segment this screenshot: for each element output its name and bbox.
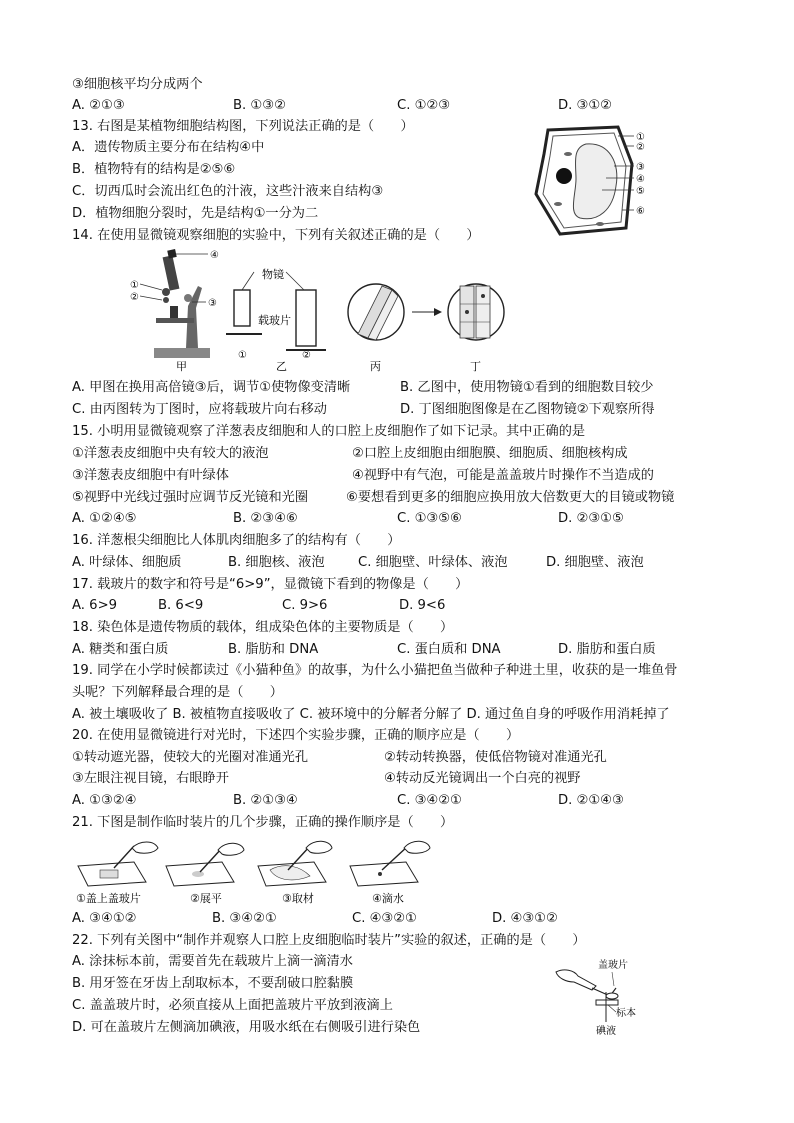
q20-option-a: A. ①③②④	[72, 793, 137, 808]
slide-steps-figure	[74, 836, 444, 906]
cell-label-2: ②	[636, 142, 645, 153]
q22-option-a: A. 涂抹标本前，需要首先在载玻片上滴一滴清水	[72, 954, 353, 969]
step-label-3: ③取材	[282, 892, 314, 905]
cell-label-6: ⑥	[636, 206, 645, 217]
q14-option-d: D. 丁图细胞图像是在乙图物镜②下观察所得	[400, 402, 655, 417]
q22-stem: 22. 下列有关图中“制作并观察人口腔上皮细胞临时装片”实验的叙述，正确的是（ ）	[72, 933, 586, 948]
q17-option-b: B. 6<9	[158, 598, 204, 613]
fig-label-ding: 丁	[470, 360, 481, 373]
q22-option-d: D. 可在盖玻片左侧滴加碘液，用吸水纸在右侧吸引进行染色	[72, 1020, 421, 1035]
q15-option-c: C. ①③⑤⑥	[397, 511, 462, 526]
cell-label-1: ①	[636, 132, 645, 143]
q19-stem-line1: 19. 同学在小学时候都读过《小猫种鱼》的故事，为什么小猫把鱼当做种子种进土里，收获的是一堆鱼骨	[72, 663, 678, 678]
microscope-label-1: ①	[130, 280, 139, 291]
q12-stem-tail: ③细胞核平均分成两个	[72, 77, 203, 92]
q20-option-b: B. ②①③④	[233, 793, 298, 808]
cover-slip-figure	[552, 956, 662, 1038]
q20-stem: 20. 在使用显微镜进行对光时，下述四个实验步骤，正确的顺序应是（ ）	[72, 728, 520, 743]
q15-item-4: ④视野中有气泡，可能是盖盖玻片时操作不当造成的	[352, 468, 654, 483]
objective-label-2: ②	[302, 350, 311, 361]
q15-item-2: ②口腔上皮细胞由细胞膜、细胞质、细胞核构成	[352, 446, 628, 461]
fig-label-jia: 甲	[176, 360, 187, 373]
fig-label-dianye: 碘液	[596, 1026, 616, 1037]
q22-option-c: C. 盖盖玻片时，必须直接从上面把盖玻片平放到液滴上	[72, 998, 393, 1013]
q21-option-c: C. ④③②①	[352, 911, 417, 926]
fig-label-bing: 丙	[370, 360, 381, 373]
q14-option-b: B. 乙图中，使用物镜①看到的细胞数目较少	[400, 380, 654, 395]
q20-item-1: ①转动遮光器，使较大的光圈对准通光孔	[72, 750, 309, 765]
q21-option-d: D. ④③①②	[492, 911, 558, 926]
q20-option-d: D. ②①④③	[558, 793, 624, 808]
q17-option-d: D. 9<6	[399, 598, 446, 613]
fig-label-gaibopian: 盖玻片	[598, 960, 628, 971]
q14-option-c: C. 由丙图转为丁图时，应将载玻片向右移动	[72, 402, 327, 417]
q21-stem: 21. 下图是制作临时装片的几个步骤，正确的操作顺序是（ ）	[72, 815, 454, 830]
q15-item-3: ③洋葱表皮细胞中有叶绿体	[72, 468, 229, 483]
q16-option-c: C. 细胞壁、叶绿体、液泡	[358, 555, 508, 570]
q15-option-d: D. ②③①⑤	[558, 511, 624, 526]
microscope-label-3: ③	[208, 298, 217, 309]
q18-option-c: C. 蛋白质和 DNA	[397, 642, 501, 657]
q21-option-b: B. ③④②①	[212, 911, 277, 926]
q17-option-a: A. 6>9	[72, 598, 118, 613]
q15-stem: 15. 小明用显微镜观察了洋葱表皮细胞和人的口腔上皮细胞作了如下记录。其中正确的是	[72, 424, 586, 439]
q16-stem: 16. 洋葱根尖细胞比人体肌肉细胞多了的结构有（ ）	[72, 533, 401, 548]
q15-item-1: ①洋葱表皮细胞中央有较大的液泡	[72, 446, 269, 461]
q16-option-a: A. 叶绿体、细胞质	[72, 555, 182, 570]
q17-option-c: C. 9>6	[282, 598, 328, 613]
step-label-2: ②展平	[190, 892, 222, 905]
q13-option-c: C．切西瓜时会流出红色的汁液，这些汁液来自结构③	[72, 184, 384, 199]
q20-option-c: C. ③④②①	[397, 793, 462, 808]
q15-item-6: ⑥要想看到更多的细胞应换用放大倍数更大的目镜或物镜	[346, 490, 675, 505]
microscope-label-4: ④	[210, 250, 219, 261]
q21-option-a: A. ③④①②	[72, 911, 137, 926]
fig-label-zaibopian: 载玻片	[258, 314, 291, 327]
q13-option-b: B．植物特有的结构是②⑤⑥	[72, 162, 236, 177]
fig-label-wujing: 物镜	[262, 268, 284, 281]
q13-option-d: D．植物细胞分裂时，先是结构①一分为二	[72, 206, 319, 221]
q15-option-a: A. ①②④⑤	[72, 511, 137, 526]
q19-stem-line2: 头呢？下列解释最合理的是（ ）	[72, 685, 283, 700]
q13-stem: 13. 右图是某植物细胞结构图，下列说法正确的是（ ）	[72, 119, 414, 134]
fig-label-yi: 乙	[276, 360, 287, 373]
microscope-label-2: ②	[130, 292, 139, 303]
q14-option-a: A. 甲图在换用高倍镜③后，调节①使物像变清晰	[72, 380, 351, 395]
q15-option-b: B. ②③④⑥	[233, 511, 298, 526]
q12-option-d: D. ③①②	[558, 98, 613, 113]
q14-stem: 14. 在使用显微镜观察细胞的实验中，下列有关叙述正确的是（ ）	[72, 228, 480, 243]
cell-label-5: ⑤	[636, 186, 645, 197]
q16-option-b: B. 细胞核、液泡	[228, 555, 325, 570]
q20-item-3: ③左眼注视目镜，右眼睁开	[72, 771, 229, 786]
q19-options: A. 被土壤吸收了 B. 被植物直接吸收了 C. 被环境中的分解者分解了 D. 通过鱼自身的呼吸作用消耗掉了	[72, 707, 670, 722]
q16-option-d: D. 细胞壁、液泡	[546, 555, 644, 570]
step-label-4: ④滴水	[372, 892, 404, 905]
cell-label-4: ④	[636, 174, 645, 185]
q15-item-5: ⑤视野中光线过强时应调节反光镜和光圈	[72, 490, 309, 505]
q20-item-4: ④转动反光镜调出一个白亮的视野	[384, 771, 581, 786]
q20-item-2: ②转动转换器，使低倍物镜对准通光孔	[384, 750, 607, 765]
microscope-figure	[126, 246, 506, 374]
q18-option-b: B. 脂肪和 DNA	[228, 642, 319, 657]
q17-stem: 17. 载玻片的数字和符号是“6>9”，显微镜下看到的物像是（ ）	[72, 577, 469, 592]
q12-option-b: B. ①③②	[233, 98, 286, 113]
q12-option-c: C. ①②③	[397, 98, 451, 113]
q18-option-a: A. 糖类和蛋白质	[72, 642, 169, 657]
q18-option-d: D. 脂肪和蛋白质	[558, 642, 656, 657]
q18-stem: 18. 染色体是遗传物质的载体，组成染色体的主要物质是（ ）	[72, 620, 454, 635]
step-label-1: ①盖上盖玻片	[76, 892, 141, 905]
objective-label-1: ①	[238, 350, 247, 361]
fig-label-biaoben: 标本	[616, 1008, 636, 1019]
plant-cell-figure	[528, 124, 668, 238]
cell-label-3: ③	[636, 162, 645, 173]
q13-option-a: A．遗传物质主要分布在结构④中	[72, 140, 265, 155]
q22-option-b: B. 用牙签在牙齿上刮取标本，不要刮破口腔黏膜	[72, 976, 354, 991]
q12-option-a: A. ②①③	[72, 98, 125, 113]
